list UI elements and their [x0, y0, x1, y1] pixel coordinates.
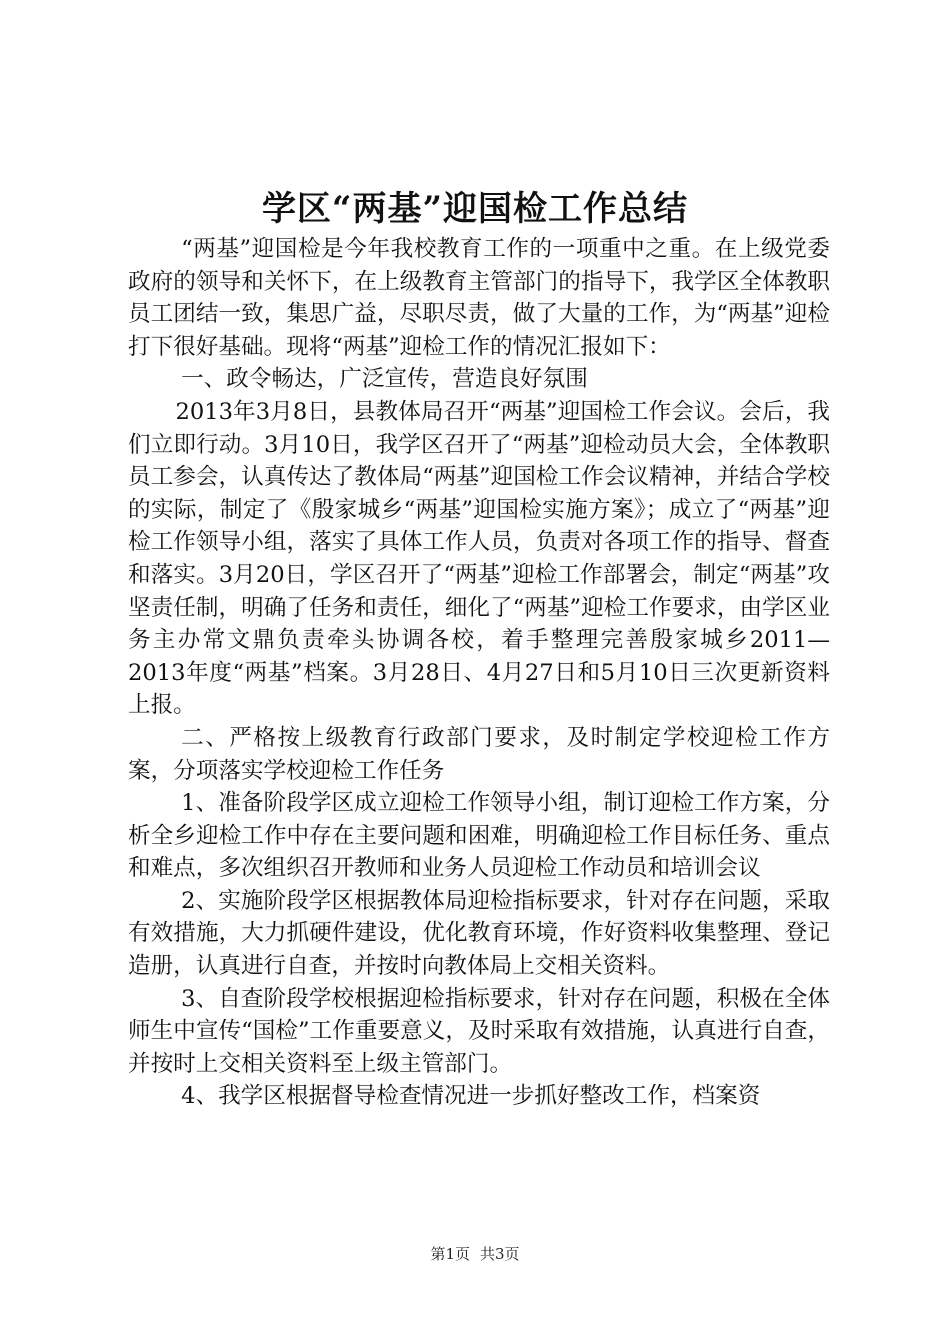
list-item-1: 1、准备阶段学区成立迎检工作领导小组，制订迎检工作方案，分析全乡迎检工作中存在主要问题和困难，明确迎检工作目标任务、重点和难点，多次组织召开教师和业务人员迎检工作动员和培训会议: [128, 790, 830, 882]
list-item-2: 2、实施阶段学区根据教体局迎检指标要求，针对存在问题，采取有效措施，大力抓硬件建设，优化教育环境，作好资料收集整理、登记造册，认真进行自查，并按时向教体局上交相关资料。: [128, 887, 830, 980]
section-heading-1: 一、政令畅达，广泛宣传，营造良好氛围: [181, 366, 588, 393]
page-footer: [0, 1244, 950, 1264]
paragraph-intro: “两基”迎国检是今年我校教育工作的一项重中之重。在上级党委政府的领导和关怀下，在上级教育主管部门的指导下，我学区全体教职员工团结一致，集思广益，尽职尽责，做了大量的工作，为“两基”迎检打下很好基础。现将“两基”迎检工作的情况汇报如下：: [128, 236, 830, 360]
paragraph-section-1: 2013年3月8日，县教体局召开“两基”迎国检工作会议。会后，我们立即行动。3月10日，我学区召开了“两基”迎检动员大会，全体教职员工参会，认真传达了教体局“两基”迎国检工作会议精神，并结合学校的实际，制定了《殷家城乡“两基”迎国检实施方案》；成立了“两基”迎检工作领导小组，落实了具体工作人员，负责对各项工作的指导、督查和落实。3月20日，学区召开了“两基”迎检工作部署会，制定“两基”攻坚责任制，明确了任务和责任，细化了“两基”迎检工作要求，由学区业务主办常文鼎负责牵头协调各校，着手整理完善殷家城乡2011—2013年度“两基”档案。3月28日、4月27日和5月10日三次更新资料上报。: [128, 398, 830, 719]
page-number: 第1页: [430, 1245, 470, 1263]
document-body: [128, 233, 830, 1113]
list-item-4: 4、我学区根据督导检查情况进一步抓好整改工作，档案资: [181, 1083, 761, 1110]
page-total: 共3页: [480, 1245, 520, 1263]
document-title: 学区“两基”迎国检工作总结: [261, 189, 689, 229]
section-heading-2: 二、严格按上级教育行政部门要求，及时制定学校迎检工作方案，分项落实学校迎检工作任务: [128, 724, 830, 784]
list-item-3: 3、自查阶段学校根据迎检指标要求，针对存在问题，积极在全体师生中宣传“国检”工作重要意义，及时采取有效措施，认真进行自查，并按时上交相关资料至上级主管部门。: [128, 985, 830, 1077]
